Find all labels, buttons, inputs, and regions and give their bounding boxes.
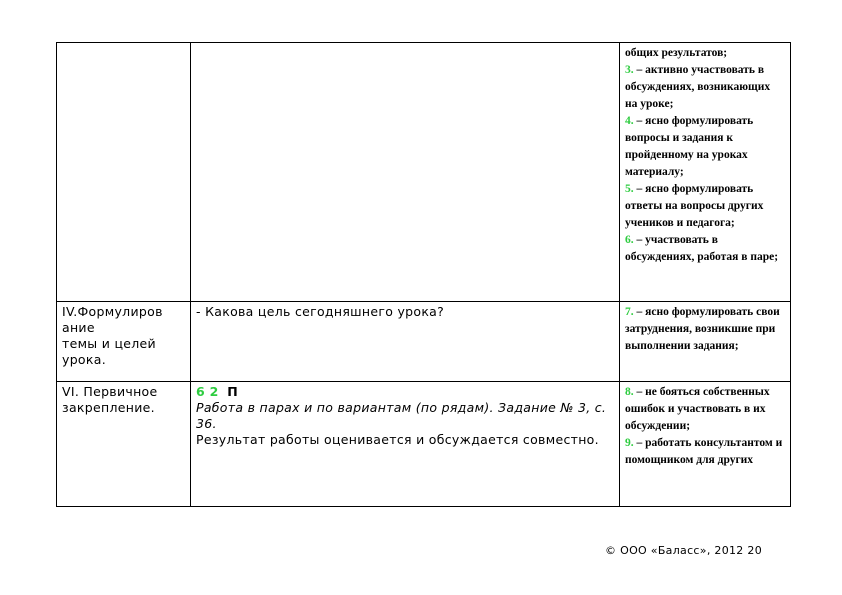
teacher-question: - Какова цель сегодняшнего урока? (196, 304, 445, 319)
stage-title-line: темы и целей (62, 336, 156, 351)
outcomes-cell (620, 302, 791, 382)
result-description: Результат работы оценивается и обсуждается совместно. (196, 432, 599, 447)
outcome-item: 3. – активно участвовать в обсуждениях, возникающих на уроке; (625, 64, 771, 110)
outcome-number: 4. (625, 115, 634, 127)
outcomes-cell (620, 382, 791, 507)
content-cell (191, 302, 620, 382)
stage-cell (57, 302, 191, 382)
outcome-item: общих результатов; (625, 47, 728, 59)
stage-title-line: IV.Формулиров (62, 304, 163, 319)
outcome-item: 5. – ясно формулировать ответы на вопросы других учеников и педагога; (625, 183, 764, 229)
activity-marker-numbers: 6 2 (196, 384, 219, 399)
activity-marker-letter: П (227, 384, 238, 399)
stage-title-line: VI. Первичное (62, 384, 158, 399)
table-row (57, 382, 791, 507)
stage-title-line: урока. (62, 352, 106, 367)
outcome-item: 7. – ясно формулировать свои затруднения, возникшие при выполнении задания; (625, 306, 780, 352)
outcome-number: 3. (625, 64, 634, 76)
outcome-number: 6. (625, 234, 634, 246)
lesson-table (56, 42, 791, 507)
stage-cell (57, 43, 191, 302)
content-cell (191, 43, 620, 302)
activity-marker (196, 384, 614, 400)
outcome-number: 9. (625, 437, 634, 449)
stage-title-line: закрепление. (62, 400, 155, 415)
outcomes-cell (620, 43, 791, 302)
outcome-item: 4. – ясно формулировать вопросы и задания к пройденному на уроках материалу; (625, 115, 754, 178)
outcome-number: 7. (625, 306, 634, 318)
outcome-item: 8. – не бояться собственных ошибок и участвовать в их обсуждении; (625, 386, 770, 432)
table-row (57, 302, 791, 382)
stage-cell (57, 382, 191, 507)
outcome-item: 6. – участвовать в обсуждениях, работая в паре; (625, 234, 779, 263)
content-cell (191, 382, 620, 507)
page-footer: © ООО «Баласс», 2012 20 (605, 544, 762, 557)
task-description: Работа в парах и по вариантам (по рядам). Задание № 3, с. 36. (196, 400, 607, 431)
stage-title-line: ание (62, 320, 95, 335)
table-row (57, 43, 791, 302)
outcome-item: 9. – работать консультантом и помощником для других (625, 437, 783, 466)
outcome-number: 8. (625, 386, 634, 398)
outcome-number: 5. (625, 183, 634, 195)
